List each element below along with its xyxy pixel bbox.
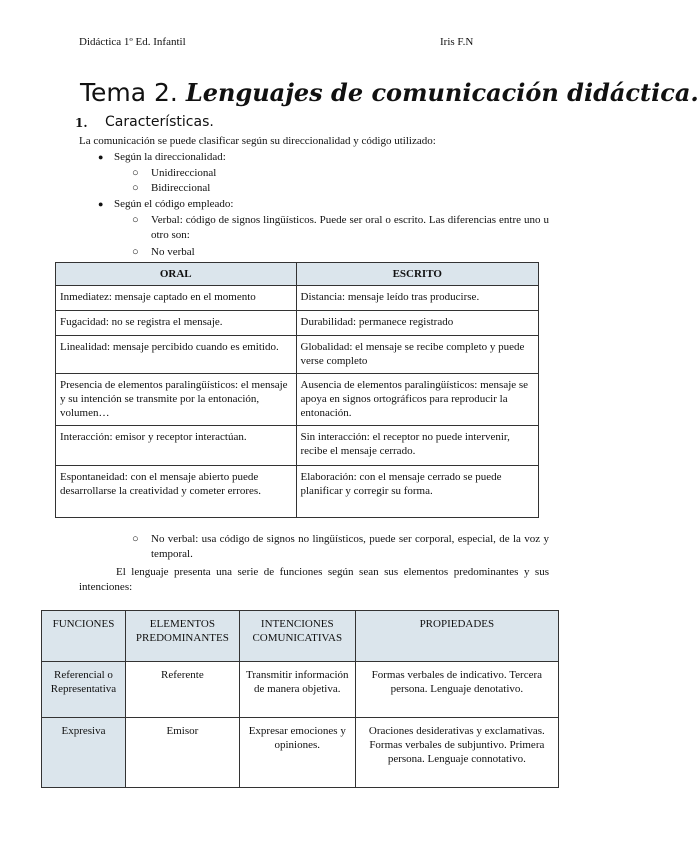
header-elementos: ELEMENTOS PREDOMINANTES <box>125 611 239 662</box>
circle-bullet-icon: ○ <box>132 533 139 545</box>
funciones-table <box>41 610 559 788</box>
table-row <box>56 466 539 518</box>
header-author: Iris F.N <box>440 36 474 48</box>
table-row <box>56 336 539 374</box>
table-row <box>42 662 559 718</box>
section-title: Características. <box>105 114 214 130</box>
header-oral: ORAL <box>56 263 297 286</box>
bullet-dot-icon: ● <box>98 152 104 162</box>
table-row <box>56 426 539 466</box>
table-cell: Referente <box>125 662 239 718</box>
title-italic: Lenguajes de comunicación didáctica. <box>185 78 699 107</box>
table-cell: Oraciones desiderativas y exclamativas. Formas verbales de subjuntivo. Primera persona. Lenguaje connotativo. <box>355 718 558 788</box>
funciones-intro: El lenguaje presenta una serie de funciones según sean sus elementos predominantes y sus intenciones: <box>79 566 549 593</box>
no-verbal-description: No verbal: usa código de signos no lingüísticos, puede ser corporal, especial, de la voz y temporal. <box>151 533 549 560</box>
bullet-codigo: Según el código empleado: <box>114 198 234 210</box>
title-prefix: Tema 2. <box>80 78 178 107</box>
header-intenciones: INTENCIONES COMUNICATIVAS <box>239 611 355 662</box>
oral-escrito-table <box>55 262 539 518</box>
table-cell: Ausencia de elementos paralingüísticos: mensaje se apoya en signos ortográficos para reproducir la entonación. <box>296 374 539 426</box>
circle-bullet-icon: ○ <box>132 246 139 258</box>
table-cell: Globalidad: el mensaje se recibe completo y puede verse completo <box>296 336 539 374</box>
table-cell: Espontaneidad: con el mensaje abierto puede desarrollarse la creatividad y cometer errores. <box>56 466 297 518</box>
table-cell: Formas verbales de indicativo. Tercera persona. Lenguaje denotativo. <box>355 662 558 718</box>
intro-text: La comunicación se puede clasificar según su direccionalidad y código utilizado: <box>79 135 436 147</box>
table-header-row <box>56 263 539 286</box>
table-row <box>56 311 539 336</box>
table-cell: Transmitir información de manera objetiva. <box>239 662 355 718</box>
table-cell: Expresar emociones y opiniones. <box>239 718 355 788</box>
table-cell: Sin interacción: el receptor no puede intervenir, recibe el mensaje cerrado. <box>296 426 539 466</box>
list-item-no-verbal: No verbal <box>151 246 195 258</box>
bullet-dot-icon: ● <box>98 199 104 209</box>
table-cell: Emisor <box>125 718 239 788</box>
header-funciones: FUNCIONES <box>42 611 126 662</box>
table-cell: Elaboración: con el mensaje cerrado se puede planificar y corregir su forma. <box>296 466 539 518</box>
section-number: 1. <box>75 116 88 130</box>
table-cell: Distancia: mensaje leído tras producirse. <box>296 286 539 311</box>
list-item-verbal: Verbal: código de signos lingüísticos. Puede ser oral o escrito. Las diferencias entre uno u otro son: <box>151 214 549 241</box>
circle-bullet-icon: ○ <box>132 167 139 179</box>
table-cell: Referencial o Representativa <box>42 662 126 718</box>
table-cell: Expresiva <box>42 718 126 788</box>
header-propiedades: PROPIEDADES <box>355 611 558 662</box>
table-cell: Interacción: emisor y receptor interactúan. <box>56 426 297 466</box>
circle-bullet-icon: ○ <box>132 214 139 226</box>
list-item-unidireccional: Unidireccional <box>151 167 217 179</box>
header-course: Didáctica 1º Ed. Infantil <box>79 36 186 48</box>
bullet-direccionalidad: Según la direccionalidad: <box>114 151 226 163</box>
header-escrito: ESCRITO <box>296 263 539 286</box>
circle-bullet-icon: ○ <box>132 182 139 194</box>
table-header-row <box>42 611 559 662</box>
table-row <box>42 718 559 788</box>
table-row <box>56 286 539 311</box>
table-cell: Presencia de elementos paralingüísticos: el mensaje y su intención se transmite por la entonación, volumen… <box>56 374 297 426</box>
table-cell: Fugacidad: no se registra el mensaje. <box>56 311 297 336</box>
table-cell: Linealidad: mensaje percibido cuando es emitido. <box>56 336 297 374</box>
page-title <box>80 78 699 107</box>
table-row <box>56 374 539 426</box>
table-cell: Inmediatez: mensaje captado en el momento <box>56 286 297 311</box>
table-cell: Durabilidad: permanece registrado <box>296 311 539 336</box>
list-item-bidireccional: Bidireccional <box>151 182 211 194</box>
